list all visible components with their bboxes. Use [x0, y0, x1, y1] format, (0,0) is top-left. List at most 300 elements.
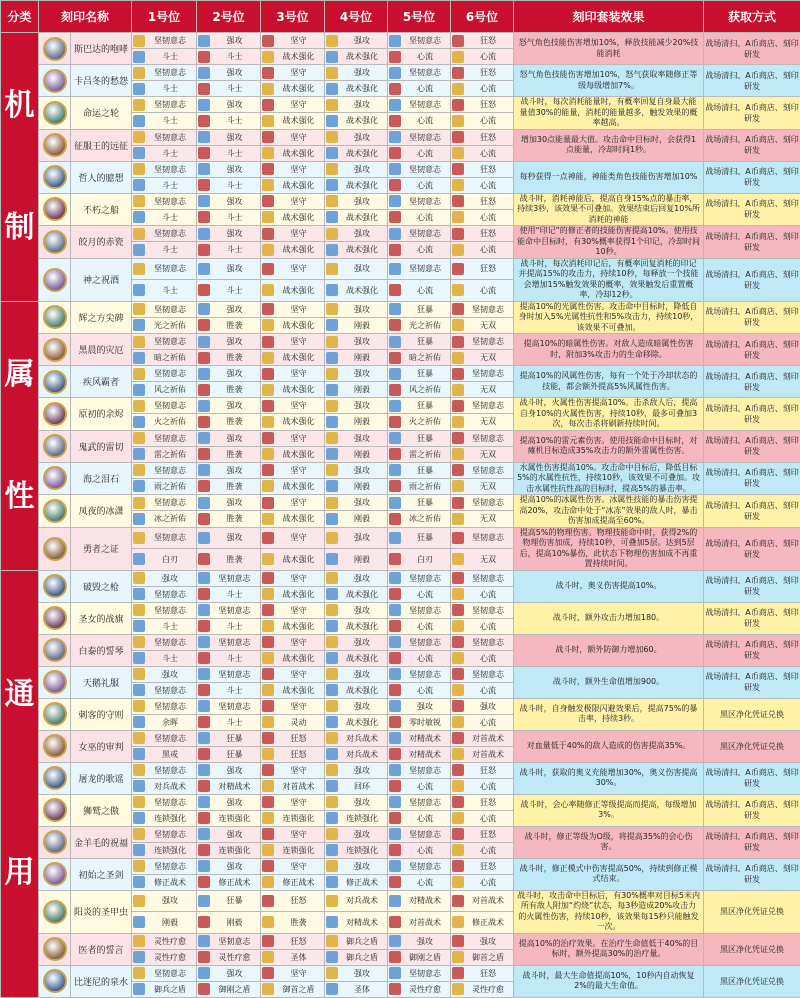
slot-2-stat	[197, 912, 261, 934]
stat-label: 心流	[403, 653, 447, 664]
slot-2-stat	[197, 462, 261, 478]
table-row	[1, 398, 800, 414]
stat-icon	[452, 604, 464, 616]
stat-icon	[262, 303, 274, 315]
stat-icon	[326, 244, 338, 256]
stat-icon	[262, 935, 274, 947]
slot-6-stat	[451, 398, 514, 414]
stat-icon	[133, 588, 145, 600]
slot-1-stat	[132, 602, 197, 618]
stat-icon	[133, 748, 145, 760]
slot-1-stat	[132, 350, 197, 366]
slot-4-stat	[325, 586, 388, 602]
acquire-method: 战场清扫、A币商店、刻印研发	[704, 462, 800, 495]
stat-label: 坚守	[276, 637, 321, 648]
stat-label: 回环	[340, 781, 384, 792]
stat-label: 对精战术	[340, 917, 384, 928]
stat-icon	[452, 513, 464, 525]
slot-3-stat	[261, 280, 325, 302]
slot-2-stat	[197, 874, 261, 890]
stat-icon	[389, 780, 401, 792]
stat-label: 强攻	[340, 228, 384, 239]
stat-label: 坚韧意志	[403, 573, 447, 584]
stat-icon	[452, 553, 464, 565]
stat-icon	[452, 99, 464, 111]
inscription-name: 皎月的赤瓷	[71, 226, 132, 259]
inscription-name: 鬼武的雷切	[71, 430, 132, 462]
stat-label: 坚守	[276, 968, 321, 979]
stat-label: 坚韧意志	[212, 701, 257, 712]
stat-icon	[389, 844, 401, 856]
stat-label: 坚韧意志	[403, 196, 447, 207]
slot-2-stat	[197, 145, 261, 161]
inscription-icon-cell	[39, 762, 71, 794]
slot-6-stat	[451, 794, 514, 810]
stat-label: 坚守	[276, 304, 321, 315]
slot-1-stat	[132, 698, 197, 714]
stat-label: 连锁强化	[340, 813, 384, 824]
stat-label: 斗士	[147, 51, 193, 62]
slot-6-stat	[451, 350, 514, 366]
stat-label: 暗之祈佑	[403, 352, 447, 363]
stat-icon	[389, 179, 401, 191]
dark-dawn-icon	[43, 338, 67, 362]
stat-icon	[198, 497, 210, 509]
stat-icon	[198, 263, 210, 275]
stat-label: 坚韧意志	[212, 605, 257, 616]
slot-1-stat	[132, 161, 197, 177]
stat-label: 斗士	[212, 621, 257, 632]
slot-1-stat	[132, 527, 197, 549]
stat-icon	[262, 684, 274, 696]
stat-icon	[198, 131, 210, 143]
stat-icon	[198, 532, 210, 544]
stat-label: 坚守	[276, 67, 321, 78]
stat-label: 狂怒	[466, 968, 510, 979]
stat-icon	[262, 513, 274, 525]
inscription-name: 命运之轮	[71, 97, 132, 130]
slot-3-stat	[261, 366, 325, 382]
slot-2-stat	[197, 981, 261, 997]
slot-5-stat	[388, 49, 451, 65]
stat-icon	[133, 83, 145, 95]
stat-label: 坚守	[276, 765, 321, 776]
stat-label: 坚韧意志	[466, 433, 510, 444]
stat-icon	[262, 319, 274, 331]
stat-label: 坚韧意志	[147, 465, 193, 476]
inscription-icon-cell	[39, 495, 71, 528]
slot-5-stat	[388, 161, 451, 177]
inscription-name: 凤夜的冰潇	[71, 495, 132, 528]
stat-label: 狂怒	[466, 263, 510, 274]
stat-label: 坚韧意志	[466, 532, 510, 543]
slot-3-stat	[261, 527, 325, 549]
slot-2-stat	[197, 258, 261, 280]
header-effect: 刻印套装效果	[514, 1, 704, 33]
slot-6-stat	[451, 746, 514, 762]
stat-label: 坚韧意志	[403, 35, 447, 46]
stat-label: 狂怒	[466, 196, 510, 207]
slot-6-stat	[451, 193, 514, 209]
stat-icon	[452, 67, 464, 79]
slot-3-stat	[261, 842, 325, 858]
stat-icon	[452, 916, 464, 928]
stat-icon	[389, 497, 401, 509]
slot-4-stat	[325, 981, 388, 997]
stat-icon	[198, 764, 210, 776]
stat-icon	[389, 284, 401, 296]
stat-label: 战术强化	[276, 653, 321, 664]
stat-icon	[262, 131, 274, 143]
slot-4-stat	[325, 511, 388, 527]
header-name: 刻印名称	[39, 1, 132, 33]
category-char: 性	[1, 481, 38, 513]
stat-label: 修正战术	[147, 877, 193, 888]
stat-label: 战术强化	[340, 285, 384, 296]
stat-icon	[262, 796, 274, 808]
table-row	[1, 161, 800, 177]
slot-5-stat	[388, 97, 451, 113]
stat-label: 风之祈佑	[403, 384, 447, 395]
stat-icon	[133, 384, 145, 396]
stat-label: 胜袭	[212, 481, 257, 492]
slot-3-stat	[261, 258, 325, 280]
slot-4-stat	[325, 890, 388, 912]
stat-label: 坚韧意志	[466, 400, 510, 411]
stat-icon	[198, 303, 210, 315]
slot-5-stat	[388, 527, 451, 549]
stat-icon	[326, 67, 338, 79]
slot-1-stat	[132, 495, 197, 511]
stat-icon	[452, 480, 464, 492]
stat-label: 坚韧意志	[147, 400, 193, 411]
stat-label: 坚守	[276, 797, 321, 808]
stat-label: 刚毅	[340, 384, 384, 395]
stat-icon	[262, 983, 274, 995]
inscription-name: 阳炎的圣甲虫	[71, 890, 132, 933]
stat-icon	[452, 935, 464, 947]
slot-2-stat	[197, 842, 261, 858]
set-effect: 提高10%的冰属性伤害。冰属性技能的暴击伤害提高20%，攻击命中处于“冰冻”效果的敌人时，暴击伤害加成提高至60%。	[514, 495, 704, 528]
stat-icon	[389, 916, 401, 928]
slot-5-stat	[388, 33, 451, 49]
stat-icon	[452, 211, 464, 223]
slot-6-stat	[451, 650, 514, 666]
slot-6-stat	[451, 714, 514, 730]
stat-icon	[389, 319, 401, 331]
stat-icon	[262, 99, 274, 111]
stat-icon	[262, 228, 274, 240]
stat-icon	[389, 604, 401, 616]
stat-icon	[262, 35, 274, 47]
stat-icon	[389, 83, 401, 95]
stat-icon	[389, 764, 401, 776]
slot-3-stat	[261, 226, 325, 242]
stat-icon	[262, 860, 274, 872]
slot-5-stat	[388, 65, 451, 81]
header-pos4: 4号位	[325, 1, 388, 33]
slot-4-stat	[325, 602, 388, 618]
stat-label: 心流	[403, 589, 447, 600]
stat-icon	[326, 35, 338, 47]
slot-5-stat	[388, 618, 451, 634]
stat-icon	[133, 368, 145, 380]
slot-2-stat	[197, 511, 261, 527]
slot-4-stat	[325, 366, 388, 382]
stat-icon	[389, 163, 401, 175]
stat-icon	[262, 532, 274, 544]
set-effect: 使用“印记”的修正者的技能伤害提高10%。使用技能命中目标时，有30%概率获得1个印记，冷却时间10秒。	[514, 226, 704, 259]
stat-label: 强攻	[340, 605, 384, 616]
stat-label: 胜袭	[212, 352, 257, 363]
stat-label: 坚韧意志	[147, 263, 193, 274]
stat-label: 光之祈佑	[403, 320, 447, 331]
stat-icon	[198, 700, 210, 712]
stat-label: 强攻	[340, 701, 384, 712]
stat-icon	[326, 464, 338, 476]
stat-icon	[452, 876, 464, 888]
slot-5-stat	[388, 570, 451, 586]
ember-icon	[43, 402, 67, 426]
stat-icon	[326, 828, 338, 840]
slot-4-stat	[325, 682, 388, 698]
stat-label: 坚韧意志	[403, 797, 447, 808]
stat-icon	[198, 553, 210, 565]
category-char: 通	[1, 679, 38, 711]
slot-2-stat	[197, 794, 261, 810]
slot-3-stat	[261, 746, 325, 762]
slot-4-stat	[325, 549, 388, 571]
slot-5-stat	[388, 113, 451, 129]
slot-3-stat	[261, 49, 325, 65]
slot-2-stat	[197, 366, 261, 382]
stat-icon	[326, 553, 338, 565]
stat-icon	[262, 352, 274, 364]
slot-5-stat	[388, 258, 451, 280]
stat-label: 战术强化	[276, 621, 321, 632]
stat-label: 雨之祈佑	[403, 481, 447, 492]
inscription-icon-cell	[39, 826, 71, 858]
inscription-icon-cell	[39, 430, 71, 462]
stat-label: 心流	[403, 244, 447, 255]
inscription-icon-cell	[39, 794, 71, 826]
stat-label: 坚韧意志	[147, 605, 193, 616]
table-row	[1, 762, 800, 778]
stat-icon	[262, 828, 274, 840]
stat-icon	[133, 211, 145, 223]
acquire-method: 战场清扫、A币商店、刻印研发	[704, 334, 800, 366]
stat-label: 灵性疗愈	[147, 952, 193, 963]
stat-label: 坚韧意志	[403, 829, 447, 840]
stat-label: 刚毅	[212, 917, 257, 928]
acquire-method: 战场清扫、A币商店、刻印研发	[704, 129, 800, 161]
stat-icon	[389, 384, 401, 396]
slot-1-stat	[132, 810, 197, 826]
stat-icon	[198, 67, 210, 79]
slot-6-stat	[451, 810, 514, 826]
stat-label: 坚韧意志	[466, 605, 510, 616]
stat-label: 强攻	[340, 67, 384, 78]
stat-icon	[262, 83, 274, 95]
stat-icon	[326, 384, 338, 396]
table-row	[1, 527, 800, 549]
stat-icon	[198, 352, 210, 364]
stat-icon	[262, 732, 274, 744]
inscription-name: 破毁之枪	[71, 570, 132, 602]
slot-5-stat	[388, 826, 451, 842]
stat-label: 坚韧意志	[147, 336, 193, 347]
stat-icon	[133, 115, 145, 127]
slot-6-stat	[451, 511, 514, 527]
stat-icon	[262, 416, 274, 428]
stat-icon	[389, 448, 401, 460]
stat-icon	[262, 179, 274, 191]
slot-2-stat	[197, 549, 261, 571]
slot-3-stat	[261, 666, 325, 682]
stat-label: 战术强化	[340, 244, 384, 255]
inscription-name: 女巫的审判	[71, 730, 132, 762]
stat-icon	[452, 983, 464, 995]
slot-3-stat	[261, 242, 325, 258]
acquire-method: 战场清扫、A币商店、刻印研发	[704, 226, 800, 259]
stat-label: 对首战术	[466, 733, 510, 744]
stat-label: 坚韧意志	[403, 228, 447, 239]
stat-label: 战术强化	[340, 589, 384, 600]
stat-icon	[262, 368, 274, 380]
slot-2-stat	[197, 382, 261, 398]
slot-5-stat	[388, 842, 451, 858]
stat-icon	[452, 796, 464, 808]
stat-label: 战术强化	[276, 352, 321, 363]
stat-label: 心流	[403, 877, 447, 888]
stat-label: 胜袭	[212, 416, 257, 427]
stat-label: 狂怒	[466, 861, 510, 872]
gale-icon	[43, 370, 67, 394]
slot-4-stat	[325, 398, 388, 414]
stat-icon	[452, 131, 464, 143]
slot-4-stat	[325, 826, 388, 842]
set-effect: 战斗时，会心率随修正等级提高而提高，每级增加3%。	[514, 794, 704, 826]
stat-icon	[452, 400, 464, 412]
stat-icon	[452, 319, 464, 331]
stat-label: 斗士	[147, 285, 193, 296]
stat-icon	[389, 51, 401, 63]
thunder-demon-icon	[43, 434, 67, 458]
stat-icon	[389, 684, 401, 696]
set-effect: 战斗时，每次消耗印记后，有概率回复消耗的印记并提高15%的攻击力，持续10秒，每释放一个技能会增加15%触发效果的概率，效果触发后重置概率，冷却12秒。	[514, 258, 704, 301]
stat-icon	[389, 732, 401, 744]
table-row	[1, 965, 800, 981]
stat-icon	[452, 748, 464, 760]
slot-5-stat	[388, 965, 451, 981]
slot-2-stat	[197, 49, 261, 65]
stat-icon	[326, 951, 338, 963]
stat-icon	[326, 211, 338, 223]
stat-icon	[133, 51, 145, 63]
stat-label: 强攻	[340, 765, 384, 776]
stat-label: 心流	[403, 781, 447, 792]
slot-5-stat	[388, 778, 451, 794]
spear-icon	[43, 574, 67, 598]
stat-icon	[326, 967, 338, 979]
slot-6-stat	[451, 129, 514, 145]
stat-icon	[133, 448, 145, 460]
stat-icon	[133, 400, 145, 412]
stat-icon	[262, 244, 274, 256]
stat-label: 战术强化	[276, 180, 321, 191]
stat-label: 御兵之盾	[340, 936, 384, 947]
stat-label: 心流	[403, 685, 447, 696]
stat-icon	[198, 604, 210, 616]
slot-6-stat	[451, 842, 514, 858]
stat-label: 坚韧意志	[147, 589, 193, 600]
stat-label: 狂怒	[466, 99, 510, 110]
stat-icon	[452, 497, 464, 509]
stat-label: 坚韧意志	[147, 368, 193, 379]
set-effect: 怒气角色技能伤害增加10%，释放技能减少20%技能消耗	[514, 33, 704, 65]
slot-3-stat	[261, 730, 325, 746]
inscription-icon-cell	[39, 698, 71, 730]
stat-icon	[198, 400, 210, 412]
slot-3-stat	[261, 414, 325, 430]
slot-4-stat	[325, 33, 388, 49]
stat-icon	[198, 163, 210, 175]
table-row	[1, 97, 800, 113]
sage-icon	[43, 165, 67, 189]
slot-6-stat	[451, 949, 514, 965]
stat-icon	[389, 368, 401, 380]
stat-icon	[262, 748, 274, 760]
stat-icon	[452, 51, 464, 63]
stat-label: 心流	[466, 717, 510, 728]
stat-icon	[452, 416, 464, 428]
table-row	[1, 858, 800, 874]
table-row	[1, 890, 800, 912]
stat-icon	[389, 400, 401, 412]
set-effect: 提高10%的风属性伤害，每有一个处于冷却状态的技能，都会额外提高5%风属性伤害。	[514, 366, 704, 398]
slot-6-stat	[451, 366, 514, 382]
stat-label: 心流	[466, 51, 510, 62]
stat-icon	[389, 336, 401, 348]
stat-icon	[452, 860, 464, 872]
stat-label: 光之祈佑	[147, 320, 193, 331]
slot-4-stat	[325, 49, 388, 65]
stat-icon	[389, 983, 401, 995]
table-row	[1, 65, 800, 81]
slot-6-stat	[451, 113, 514, 129]
spartan-helmet-icon	[43, 37, 67, 61]
category-cell	[1, 301, 39, 570]
stat-label: 坚韧意志	[212, 637, 257, 648]
stat-label: 战术强化	[276, 481, 321, 492]
inscription-icon-cell	[39, 161, 71, 193]
stat-label: 心流	[403, 285, 447, 296]
stat-label: 雷之祈佑	[147, 449, 193, 460]
acquire-method: 战场清扫、A币商店、刻印研发	[704, 65, 800, 97]
category-char: 用	[1, 857, 38, 889]
stat-label: 心流	[403, 621, 447, 632]
slot-3-stat	[261, 209, 325, 225]
stat-label: 狂怒	[466, 228, 510, 239]
slot-5-stat	[388, 698, 451, 714]
inscription-name: 黑晨的灾厄	[71, 334, 132, 366]
stat-icon	[326, 652, 338, 664]
slot-2-stat	[197, 129, 261, 145]
stat-label: 对首战术	[466, 749, 510, 760]
stat-label: 狂暴	[403, 304, 447, 315]
sea-tear-icon	[43, 466, 67, 490]
slot-6-stat	[451, 334, 514, 350]
